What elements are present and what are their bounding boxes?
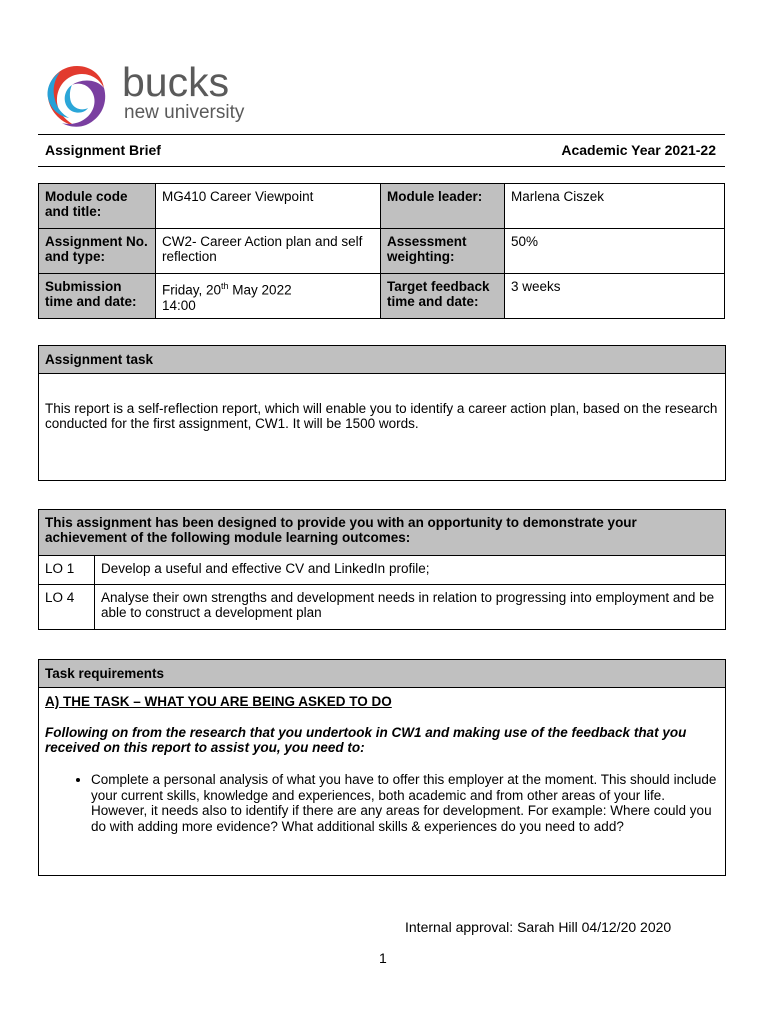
lo-text: Analyse their own strengths and development needs in relation to progressing into employment and be able to construct a development plan [95,585,726,630]
assignment-type-label: Assignment No. and type: [39,229,156,274]
page-number: 1 [379,950,387,966]
internal-approval: Internal approval: Sarah Hill 04/12/20 2020 [405,919,672,935]
task-subheading: A) THE TASK – WHAT YOU ARE BEING ASKED TO DO [45,694,392,709]
assignment-task-body: This report is a self-reflection report, which will enable you to identify a career action plan, based on the research conducted for the first assignment, CW1. It will be 1500 words. [45,401,718,431]
feedback-label: Target feedback time and date: [381,274,505,319]
submission-label: Submission time and date: [39,274,156,319]
task-intro: Following on from the research that you undertook in CW1 and making use of the feedback that you received on this report to assist you, you need to: [45,725,687,755]
top-rule [38,134,725,135]
weighting-value: 50% [505,229,725,274]
logo-wordmark: bucks [122,59,230,105]
feedback-value: 3 weeks [505,274,725,319]
weighting-label: Assessment weighting: [381,229,505,274]
assignment-task-box [38,345,726,481]
lo-text: Develop a useful and effective CV and LinkedIn profile; [95,556,726,585]
submission-value: Friday, 20th May 2022 14:00 [156,274,381,319]
page-title: Assignment Brief [45,142,161,158]
module-code-value: MG410 Career Viewpoint [156,184,381,229]
module-leader-label: Module leader: [381,184,505,229]
assignment-type-value: CW2- Career Action plan and self reflection [156,229,381,274]
logo-subtitle: new university [124,102,245,123]
university-logo [42,59,252,130]
lo-code: LO 1 [39,556,95,585]
header-bottom-rule [38,166,725,167]
learning-outcomes-table [38,509,726,630]
module-code-label: Module code and title: [39,184,156,229]
academic-year: Academic Year 2021-22 [561,142,716,158]
lo-code: LO 4 [39,585,95,630]
assignment-task-heading: Assignment task [39,346,725,374]
task-requirements-heading: Task requirements [39,660,725,688]
module-leader-value: Marlena Ciszek [505,184,725,229]
learning-outcomes-heading: This assignment has been designed to provide you with an opportunity to demonstrate your achievement of the following module learning outcomes: [39,510,726,556]
list-item: • Complete a personal analysis of what you have to offer this employer at the moment. This should include your current skills, knowledge and experiences, both academic and from other areas of your life. However, it needs also to identify if there are any areas for development. For example: Where could you do with adding more evidence? What additional skills & experiences do you need to add? [91,772,719,834]
module-details-table [38,183,725,319]
logo-swirl-icon [42,62,112,130]
task-bullet-list [45,772,719,834]
task-requirements-box [38,659,726,876]
